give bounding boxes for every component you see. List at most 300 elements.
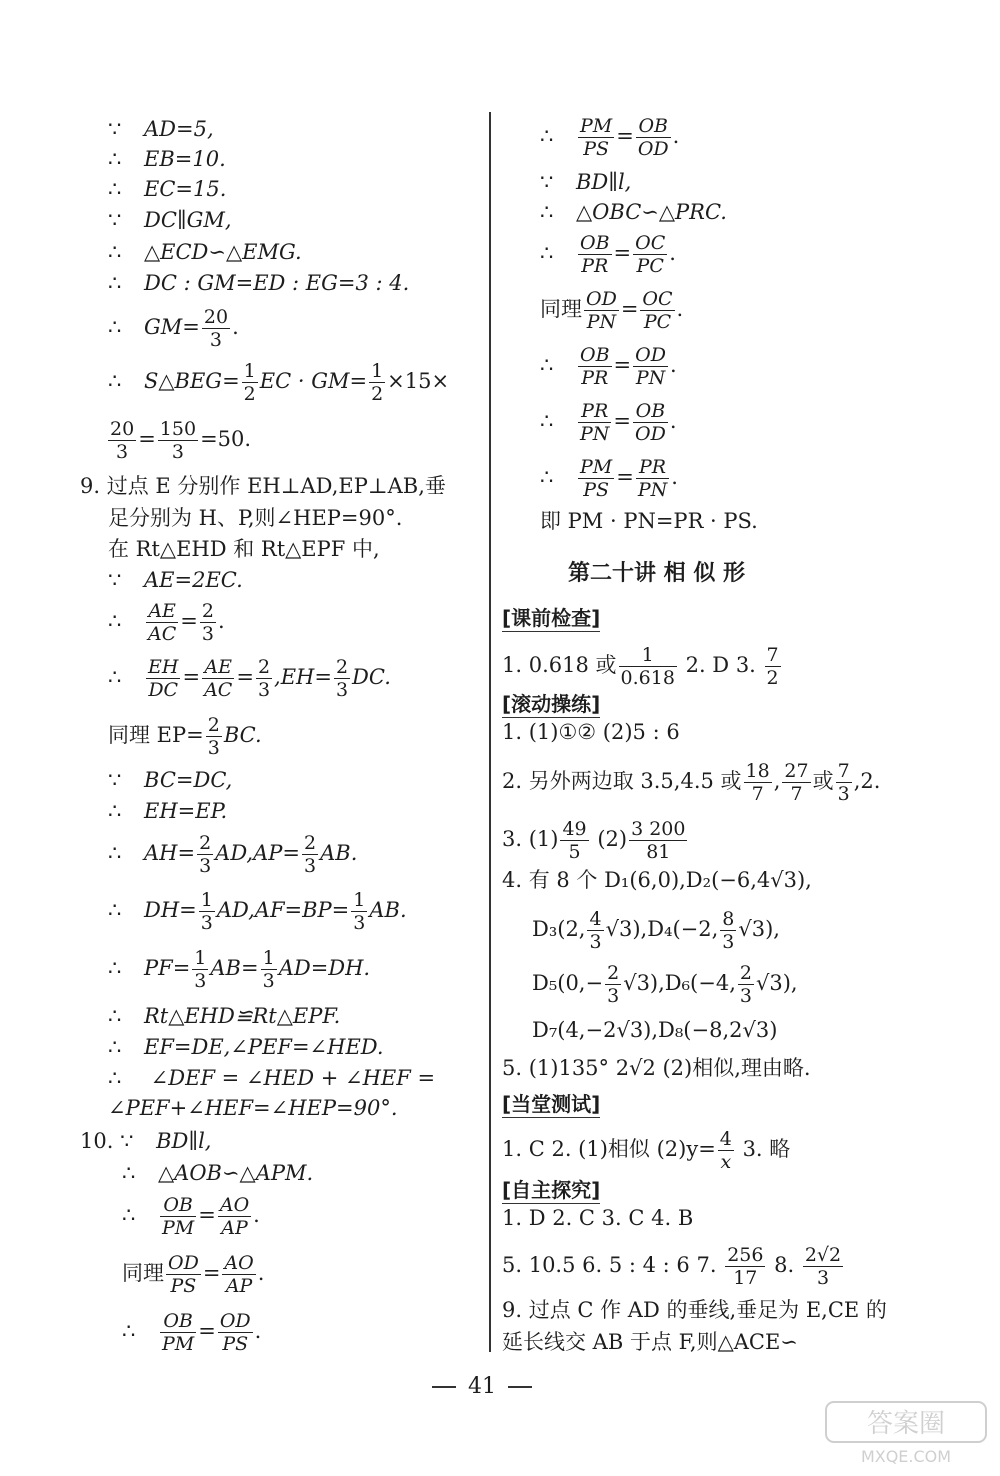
fraction <box>633 344 668 389</box>
denominator: 3 <box>199 855 212 877</box>
denominator: 5 <box>568 841 581 863</box>
answer-line <box>502 818 689 863</box>
text: AD,AP= <box>215 841 300 865</box>
line <box>108 832 357 877</box>
numerator: OC <box>635 232 666 254</box>
numerator: 2 <box>199 832 212 854</box>
line <box>540 200 727 224</box>
therefore-symbol: ∴ <box>108 1004 122 1028</box>
fraction <box>636 456 669 501</box>
denominator: 3 <box>722 931 735 953</box>
denominator: 2 <box>243 383 256 405</box>
answer-line <box>532 908 780 953</box>
numerator: OB <box>160 1194 196 1217</box>
text: BC. <box>223 723 262 747</box>
answer-line: 1. D 2. C 3. C 4. B <box>502 1206 694 1230</box>
numerator: 256 <box>727 1244 764 1266</box>
fraction <box>158 418 198 463</box>
text: BD∥l, <box>576 170 632 194</box>
numerator: EH <box>148 656 179 678</box>
numerator: OB <box>636 115 671 138</box>
numerator: 27 <box>784 760 809 782</box>
text: AB. <box>320 841 358 865</box>
text: AE=2EC. <box>144 568 243 592</box>
numerator: OB <box>580 344 610 366</box>
fraction <box>782 760 810 805</box>
text: . <box>253 1203 260 1227</box>
line <box>108 1004 340 1028</box>
denominator: PN <box>637 479 668 501</box>
watermark-text: 答案圈 <box>866 1409 946 1439</box>
text: √3), <box>755 971 798 995</box>
answer-line: D₇(4,−2√3),D₈(−8,2√3) <box>532 1018 778 1042</box>
numerator: AO <box>219 1194 250 1216</box>
problem-9-text: 在 Rt△EHD 和 Rt△EPF 中, <box>108 537 380 561</box>
numerator: OB <box>160 1310 196 1333</box>
fraction <box>560 818 588 863</box>
text: . <box>254 1319 262 1343</box>
line <box>108 117 214 141</box>
therefore-symbol: ∴ <box>122 1319 136 1343</box>
text: . <box>232 315 239 339</box>
fraction <box>720 908 736 953</box>
text: GM= <box>144 315 200 339</box>
denominator: 3 <box>209 329 223 351</box>
fraction <box>629 818 687 863</box>
line <box>540 288 683 333</box>
line <box>108 799 227 823</box>
line <box>540 115 679 160</box>
denominator: AC <box>148 623 177 645</box>
problem-9-text: 足分别为 H、P,则∠HEP=90°. <box>108 506 403 530</box>
text: . <box>672 124 680 148</box>
line <box>108 306 239 351</box>
therefore-symbol: ∴ <box>108 240 122 264</box>
numerator: 18 <box>745 760 770 782</box>
text: 3. 略 <box>735 1137 791 1161</box>
answer-line <box>502 1244 845 1289</box>
text: AB. <box>369 898 407 922</box>
fraction <box>605 962 621 1007</box>
therefore-symbol: ∴ <box>540 353 554 377</box>
denominator: 7 <box>790 783 803 805</box>
therefore-symbol: ∴ <box>108 147 122 171</box>
text: △ECD∽△EMG. <box>144 240 302 264</box>
section-tag: [ 课前检查 ] <box>502 602 600 632</box>
text: . <box>669 353 677 377</box>
text: 1. C 2. (1)相似 (2)y= <box>502 1137 716 1161</box>
fraction <box>197 832 213 877</box>
numerator: AE <box>146 600 178 623</box>
line <box>106 418 251 463</box>
text: ∠DEF = ∠HED + ∠HEF = <box>144 1066 436 1090</box>
fraction <box>192 947 208 992</box>
line <box>122 1310 261 1355</box>
fraction <box>202 306 230 351</box>
text: PF= <box>144 956 191 980</box>
answer-line <box>502 760 880 805</box>
therefore-symbol: ∴ <box>540 409 554 433</box>
text: = <box>616 124 634 148</box>
text: 同理 <box>122 1261 164 1285</box>
numerator: OD <box>219 1310 251 1332</box>
therefore-symbol: ∴ <box>540 465 554 489</box>
text: △AOB∽△APM. <box>158 1161 314 1185</box>
answer-line <box>502 1128 790 1173</box>
fraction <box>587 908 603 953</box>
fraction <box>578 115 614 160</box>
text: D₃(2, <box>532 917 586 941</box>
answer-line: 9. 过点 C 作 AD 的垂线,垂足为 E,CE 的 <box>502 1298 887 1322</box>
line <box>108 177 226 201</box>
text: = <box>180 609 198 633</box>
line <box>108 240 302 264</box>
therefore-symbol: ∴ <box>108 956 122 980</box>
numerator: 2 <box>201 600 214 622</box>
section-heading: 第二十讲 相 似 形 <box>568 561 745 586</box>
text: = <box>198 1203 216 1227</box>
fraction <box>200 600 216 645</box>
line <box>122 1194 260 1239</box>
denominator: 3 <box>353 912 366 934</box>
watermark-url: MXQE.COM <box>860 1447 952 1466</box>
because-symbol: ∵ <box>120 1129 134 1153</box>
numerator: 20 <box>110 418 135 440</box>
numerator: OB <box>633 400 668 423</box>
text: BD∥l, <box>156 1129 212 1153</box>
line <box>122 1161 313 1185</box>
text: . <box>671 465 678 489</box>
numerator: 1 <box>243 360 256 382</box>
numerator: OB <box>580 232 610 254</box>
section-tag: [ 当堂测试 ] <box>502 1088 600 1118</box>
equation-line: ∠PEF+∠HEF=∠HEP=90°. <box>108 1096 398 1120</box>
text: = <box>202 1261 221 1285</box>
fraction <box>261 947 277 992</box>
text: = <box>613 241 632 265</box>
numerator: 2 <box>335 656 349 678</box>
text: 1. 0.618 或 <box>502 653 617 677</box>
denominator: 2 <box>371 383 384 405</box>
numerator: OD <box>168 1252 199 1274</box>
text: D₅(0,− <box>532 971 604 995</box>
line <box>108 208 232 232</box>
denominator: PM <box>162 1217 195 1239</box>
answer-line <box>502 644 783 689</box>
text: 3. (1) <box>502 827 559 851</box>
numerator: 1 <box>200 889 213 911</box>
text: = <box>616 465 634 489</box>
fraction <box>578 344 612 389</box>
fraction <box>108 418 136 463</box>
text: AD=DH. <box>278 956 371 980</box>
text: BC=DC, <box>144 768 233 792</box>
text: ,EH= <box>274 665 332 689</box>
numerator: 7 <box>766 644 779 666</box>
fraction <box>765 644 781 689</box>
fraction <box>256 656 272 701</box>
numerator: OD <box>586 288 617 310</box>
problem-9-text: 9. 过点 E 分别作 EH⊥AD,EP⊥AB,垂 <box>80 474 446 498</box>
denominator: 3 <box>171 441 184 463</box>
answer-line <box>532 962 798 1007</box>
denominator: 3 <box>837 783 850 805</box>
fraction <box>202 656 234 701</box>
fraction <box>578 232 612 277</box>
fraction <box>351 889 367 934</box>
denominator: PC <box>636 255 664 277</box>
denominator: 3 <box>607 985 620 1007</box>
denominator: PM <box>162 1333 195 1355</box>
fraction <box>578 400 611 445</box>
text: . <box>669 241 676 265</box>
fraction <box>578 456 614 501</box>
section-tag: [ 滚动操练 ] <box>502 688 600 718</box>
text: (2) <box>590 827 628 851</box>
fraction <box>633 400 668 445</box>
text: √3),D₄(−2, <box>605 917 719 941</box>
therefore-symbol: ∴ <box>540 124 554 148</box>
fraction <box>222 1252 255 1297</box>
numerator: 2√2 <box>804 1244 842 1266</box>
text: Rt△EHD≌Rt△EPF. <box>144 1004 341 1028</box>
text: = <box>182 665 201 689</box>
denominator: 17 <box>733 1267 758 1289</box>
denominator: PS <box>583 138 610 160</box>
denominator: 3 <box>207 737 220 759</box>
numerator: 20 <box>203 306 229 328</box>
denominator: DC <box>148 679 179 701</box>
denominator: PS <box>583 479 610 501</box>
text: DC : GM=ED : EG=3 : 4. <box>144 271 410 295</box>
watermark-logo <box>824 1400 988 1470</box>
line <box>122 1252 264 1297</box>
because-symbol: ∵ <box>108 208 122 232</box>
numerator: 2 <box>207 714 220 736</box>
therefore-symbol: ∴ <box>122 1161 136 1185</box>
text: =50. <box>200 427 252 451</box>
numerator: 3 200 <box>631 818 686 840</box>
denominator: 3 <box>194 970 207 992</box>
fraction <box>584 288 619 333</box>
denominator: PN <box>635 367 666 389</box>
denominator: 2 <box>766 667 779 689</box>
text: ,2. <box>853 769 881 793</box>
text: = <box>620 297 639 321</box>
section-tag: [ 自主探究 ] <box>502 1174 600 1204</box>
line <box>540 400 677 445</box>
line <box>108 600 225 645</box>
text: 2. D 3. <box>678 653 763 677</box>
fraction <box>146 600 178 645</box>
fraction <box>744 760 772 805</box>
conclusion-line: 即 PM · PN=PR · PS. <box>540 509 758 533</box>
therefore-symbol: ∴ <box>108 1066 122 1090</box>
numerator: PM <box>580 115 613 137</box>
text: △OBC∽△PRC. <box>576 200 727 224</box>
line <box>108 768 232 792</box>
line <box>108 889 407 934</box>
page-number: 41 <box>420 1374 544 1399</box>
therefore-symbol: ∴ <box>108 799 122 823</box>
therefore-symbol: ∴ <box>108 369 122 393</box>
denominator: 3 <box>589 931 602 953</box>
line <box>108 947 370 992</box>
fraction <box>619 644 677 689</box>
problem-10-line <box>80 1129 211 1153</box>
text: 或 <box>812 769 834 793</box>
denominator: 3 <box>262 970 275 992</box>
numerator: 1 <box>262 947 275 969</box>
therefore-symbol: ∴ <box>540 200 554 224</box>
text: 同理 EP= <box>108 723 204 747</box>
fraction <box>718 1128 734 1173</box>
text: 同理 <box>540 297 582 321</box>
text: . <box>217 609 225 633</box>
text: DH= <box>144 898 197 922</box>
denominator: PR <box>581 255 609 277</box>
denominator: 3 <box>304 855 317 877</box>
numerator: PR <box>578 400 611 423</box>
text: = <box>198 1319 216 1343</box>
therefore-symbol: ∴ <box>108 177 122 201</box>
line <box>108 1035 384 1059</box>
numerator: OD <box>635 344 666 366</box>
text: = <box>613 353 632 377</box>
answer-line: 1. (1)①② (2)5 : 6 <box>502 720 680 744</box>
line <box>108 714 262 759</box>
text: EF=DE,∠PEF=∠HED. <box>144 1035 384 1059</box>
fraction <box>218 1310 253 1355</box>
text: , <box>773 769 781 793</box>
denominator: AP <box>225 1275 253 1297</box>
therefore-symbol: ∴ <box>108 665 122 689</box>
text: 2. 另外两边取 3.5,4.5 或 <box>502 769 742 793</box>
numerator: 2 <box>304 832 317 854</box>
denominator: PC <box>643 311 672 333</box>
denominator: AC <box>204 679 233 701</box>
answer-line: 延长线交 AB 于点 F,则△ACE∽ <box>502 1330 798 1354</box>
text: AH= <box>144 841 196 865</box>
numerator: 2 <box>257 656 271 678</box>
fraction <box>640 288 674 333</box>
denominator: OD <box>635 423 666 445</box>
numerator: 49 <box>562 818 587 840</box>
text: EH=EP. <box>144 799 228 823</box>
denominator: PR <box>581 367 609 389</box>
line <box>108 147 226 171</box>
therefore-symbol: ∴ <box>108 315 122 339</box>
numerator: 1 <box>194 947 207 969</box>
numerator: 7 <box>837 760 850 782</box>
numerator: 150 <box>159 418 197 440</box>
line <box>540 232 676 277</box>
text: 8. <box>767 1253 801 1277</box>
denominator: 3 <box>335 679 349 701</box>
therefore-symbol: ∴ <box>108 271 122 295</box>
line <box>108 271 409 295</box>
numerator: 1 <box>619 644 677 667</box>
therefore-symbol: ∴ <box>540 241 554 265</box>
denominator: PN <box>586 311 617 333</box>
because-symbol: ∵ <box>540 170 554 194</box>
text: AB= <box>210 956 259 980</box>
fraction <box>334 656 350 701</box>
fraction <box>199 889 215 934</box>
fraction <box>725 1244 765 1289</box>
fraction <box>803 1244 843 1289</box>
fraction <box>302 832 318 877</box>
fraction <box>218 1194 251 1239</box>
text: √3), <box>738 917 780 941</box>
denominator: 3 <box>116 441 129 463</box>
text: AD,AF=BP= <box>216 898 350 922</box>
numerator: 8 <box>722 908 735 930</box>
denominator: 3 <box>816 1267 830 1289</box>
because-symbol: ∵ <box>108 117 122 141</box>
fraction <box>206 714 222 759</box>
denominator: 7 <box>751 783 764 805</box>
numerator: AE <box>202 656 234 679</box>
text: AD=5, <box>144 117 214 141</box>
therefore-symbol: ∴ <box>108 898 122 922</box>
numerator: 4 <box>719 1128 732 1150</box>
because-symbol: ∵ <box>108 568 122 592</box>
numerator: PR <box>636 456 669 479</box>
denominator: PS <box>170 1275 197 1297</box>
answer-line: 4. 有 8 个 D₁(6,0),D₂(−6,4√3), <box>502 868 812 892</box>
line <box>540 456 678 501</box>
denominator: PS <box>222 1333 249 1355</box>
text: S△BEG= <box>144 369 240 393</box>
denominator: 3 <box>257 679 271 701</box>
fraction <box>146 656 180 701</box>
text: = <box>236 665 254 689</box>
text: ×15× <box>387 369 450 393</box>
text: EC · GM= <box>259 369 368 393</box>
fraction <box>636 115 671 160</box>
numerator: OC <box>642 288 673 310</box>
numerator: 2 <box>607 962 620 984</box>
denominator: 3 <box>201 623 214 645</box>
line <box>540 170 631 194</box>
text: 5. 10.5 6. 5 : 4 : 6 7. <box>502 1253 724 1277</box>
text: DC. <box>352 665 391 689</box>
because-symbol: ∵ <box>108 768 122 792</box>
numerator: 1 <box>353 889 366 911</box>
fraction <box>166 1252 201 1297</box>
numerator: PM <box>580 456 613 478</box>
line <box>108 568 243 592</box>
fraction <box>836 760 852 805</box>
denominator: x <box>720 1151 732 1173</box>
denominator: 3 <box>739 985 752 1007</box>
text: DC∥GM, <box>144 208 232 232</box>
denominator: PN <box>580 423 610 445</box>
numerator: 2 <box>739 962 752 984</box>
text: = <box>613 409 632 433</box>
text: = <box>138 427 156 451</box>
fraction <box>160 1310 196 1355</box>
text: . <box>669 409 677 433</box>
text: EC=15. <box>144 177 227 201</box>
answer-line: 5. (1)135° 2√2 (2)相似,理由略. <box>502 1056 811 1080</box>
line <box>108 656 391 701</box>
therefore-symbol: ∴ <box>122 1203 136 1227</box>
text: EB=10. <box>144 147 226 171</box>
denominator: OD <box>637 138 669 160</box>
line <box>108 360 449 405</box>
